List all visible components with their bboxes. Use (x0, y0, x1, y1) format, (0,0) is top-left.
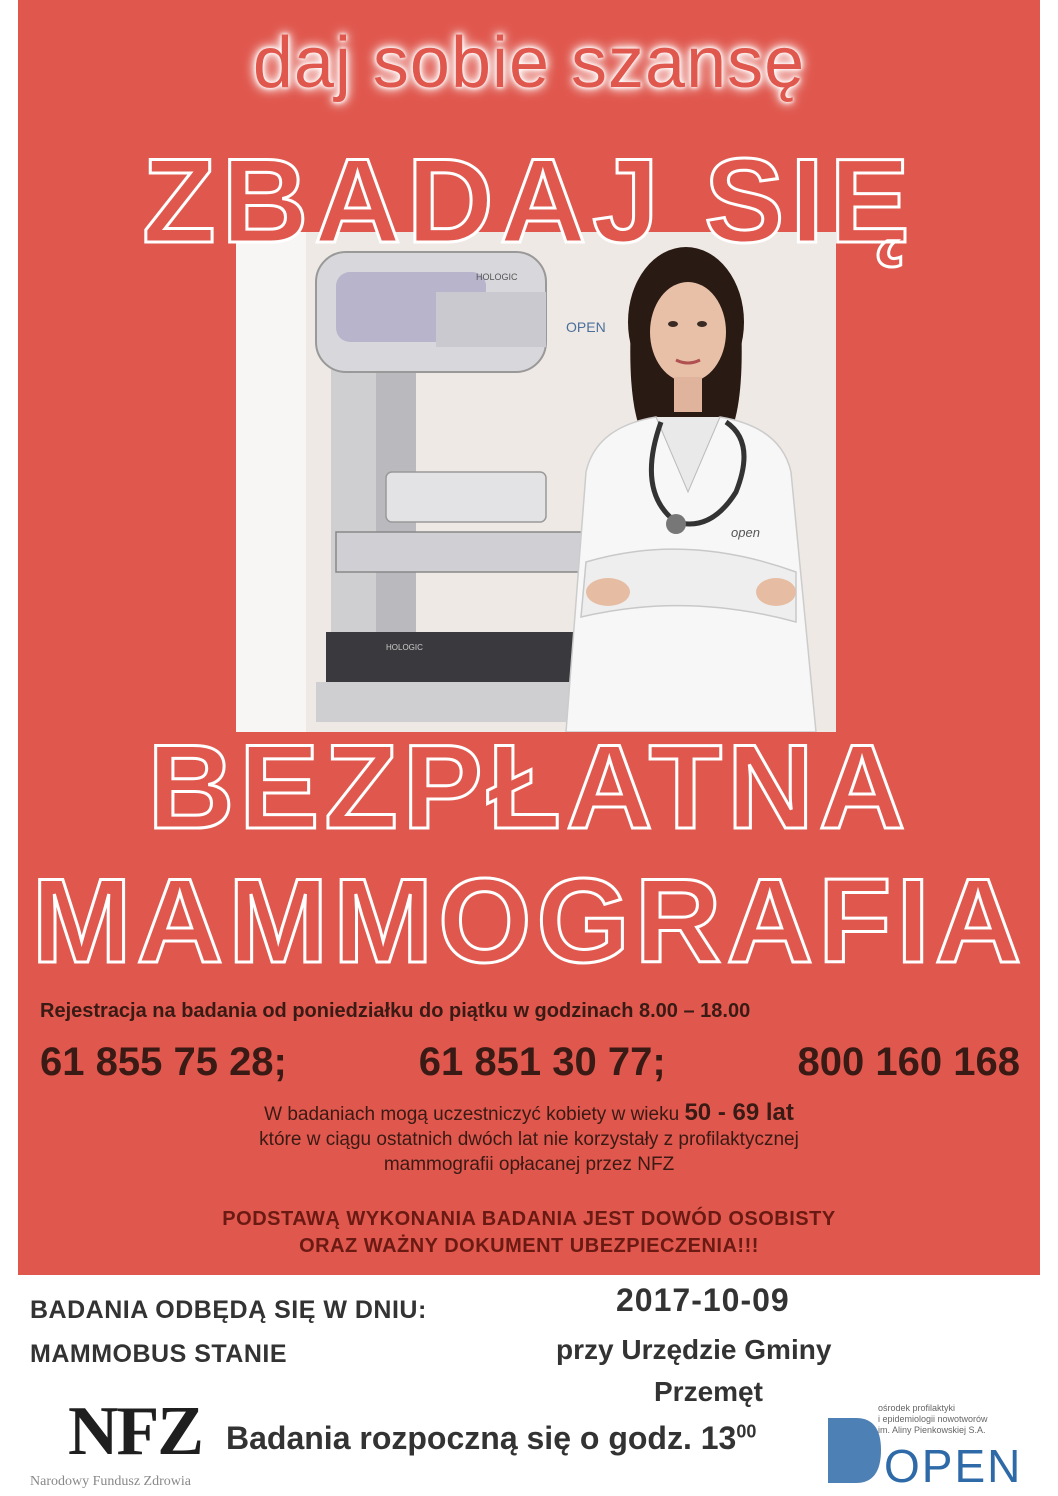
location-line2: Przemęt (654, 1376, 763, 1407)
eligibility-line1: W badaniach mogą uczestniczyć kobiety w wieku (264, 1104, 680, 1125)
open-subtitle1: ośrodek profilaktyki (878, 1403, 956, 1413)
eligibility-age: 50 - 69 lat (684, 1099, 794, 1126)
requirement-line1: PODSTAWĄ WYKONANIA BADANIA JEST DOWÓD OSOBISTY (222, 1208, 836, 1230)
requirements (18, 1206, 1040, 1260)
start-time (226, 1420, 756, 1457)
machine-brand-top: HOLOGIC (476, 272, 518, 282)
phone-number: 61 851 30 77; (418, 1040, 666, 1084)
headline: ZBADAJ SIĘ (142, 134, 916, 268)
eligibility-line2: które w ciągu ostatnich dwóch lat nie korzystały z profilaktycznej (259, 1129, 799, 1150)
machine-logo: OPEN (566, 319, 606, 335)
tagline: daj sobie szansę (252, 23, 806, 103)
phone-number: 800 160 168 (797, 1040, 1020, 1084)
start-time-minutes: 00 (736, 1421, 757, 1442)
free-label: BEZPŁATNA (147, 720, 911, 854)
registration-hours: Rejestracja na badania od poniedziałku do piątku w godzinach 8.00 – 18.00 (40, 1000, 751, 1022)
open-logo (826, 1398, 1026, 1488)
doctor-photo-illustration (236, 232, 836, 732)
location-line1: przy Urzędzie Gminy (556, 1334, 832, 1365)
poster-background (18, 0, 1040, 1275)
doctor-photo (236, 232, 836, 732)
start-time-text: Badania rozpoczną się o godz. 13 (226, 1420, 737, 1456)
nfz-subtitle: Narodowy Fundusz Zdrowia (30, 1474, 191, 1489)
open-subtitle3: im. Aliny Pienkowskiej S.A. (878, 1425, 986, 1435)
eligibility-info (18, 1100, 1040, 1177)
coat-logo: open (731, 525, 760, 540)
date-label: BADANIA ODBĘDĄ SIĘ W DNIU: (30, 1296, 427, 1324)
exam-label: MAMMOGRAFIA (31, 854, 1027, 988)
location-label: MAMMOBUS STANIE (30, 1340, 288, 1368)
open-text: OPEN (884, 1440, 1023, 1488)
phone-number: 61 855 75 28; (40, 1040, 287, 1084)
machine-brand-bottom: HOLOGIC (386, 643, 423, 652)
nfz-logo: NFZ (68, 1393, 202, 1470)
open-subtitle2: i epidemiologii nowotworów (878, 1414, 988, 1424)
event-date: 2017-10-09 (616, 1282, 790, 1318)
eligibility-line3: mammografii opłacanej przez NFZ (383, 1154, 675, 1175)
phone-numbers (40, 1040, 1020, 1085)
requirement-line2: ORAZ WAŻNY DOKUMENT UBEZPIECZENIA!!! (299, 1235, 759, 1257)
